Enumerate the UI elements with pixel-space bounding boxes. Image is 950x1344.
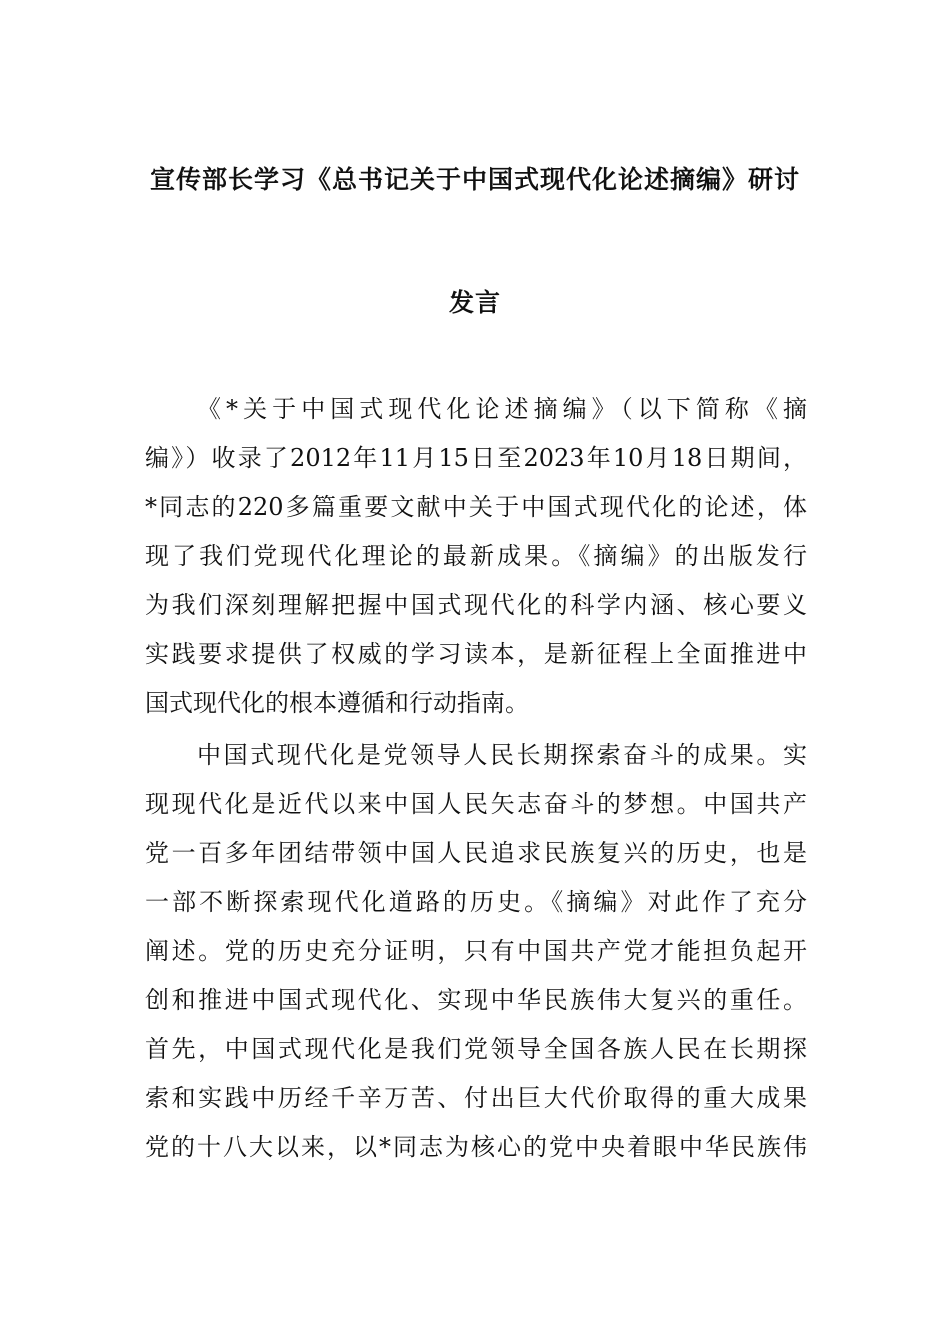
paragraph-1-line: 实践要求提供了权威的学习读本，是新征程上全面推进中 xyxy=(145,640,807,668)
paragraph-2-line: 党的十八大以来，以*同志为核心的党中央着眼中华民族伟 xyxy=(145,1133,807,1161)
paragraph-1-line: *同志的220多篇重要文献中关于中国式现代化的论述，体 xyxy=(145,493,807,521)
paragraph-2-line: 党一百多年团结带领中国人民追求民族复兴的历史，也是 xyxy=(145,839,807,867)
paragraph-2-line: 一部不断探索现代化道路的历史。《摘编》对此作了充分 xyxy=(145,888,807,916)
paragraph-1-line: 《*关于中国式现代化论述摘编》（以下简称《摘 xyxy=(197,395,807,423)
document-title-continued: 发言 xyxy=(448,288,501,317)
paragraph-2-line: 创和推进中国式现代化、实现中华民族伟大复兴的重任。 xyxy=(145,986,807,1014)
paragraph-1-line: 现了我们党现代化理论的最新成果。《摘编》的出版发行 xyxy=(145,542,807,570)
paragraph-2-line: 阐述。党的历史充分证明，只有中国共产党才能担负起开 xyxy=(145,937,807,965)
paragraph-2-line: 首先，中国式现代化是我们党领导全国各族人民在长期探 xyxy=(145,1035,807,1063)
paragraph-2-line: 中国式现代化是党领导人民长期探索奋斗的成果。实 xyxy=(197,741,807,769)
paragraph-1-line: 国式现代化的根本遵循和行动指南。 xyxy=(145,689,529,717)
document-title: 宣传部长学习《总书记关于中国式现代化论述摘编》研讨 xyxy=(149,165,800,194)
paragraph-2-line: 现现代化是近代以来中国人民矢志奋斗的梦想。中国共产 xyxy=(145,790,807,818)
paragraph-1-line: 编》）收录了2012年11月15日至2023年10月18日期间， xyxy=(145,444,807,472)
paragraph-1-line: 为我们深刻理解把握中国式现代化的科学内涵、核心要义 xyxy=(145,591,807,619)
paragraph-2-line: 索和实践中历经千辛万苦、付出巨大代价取得的重大成果 xyxy=(145,1084,807,1112)
